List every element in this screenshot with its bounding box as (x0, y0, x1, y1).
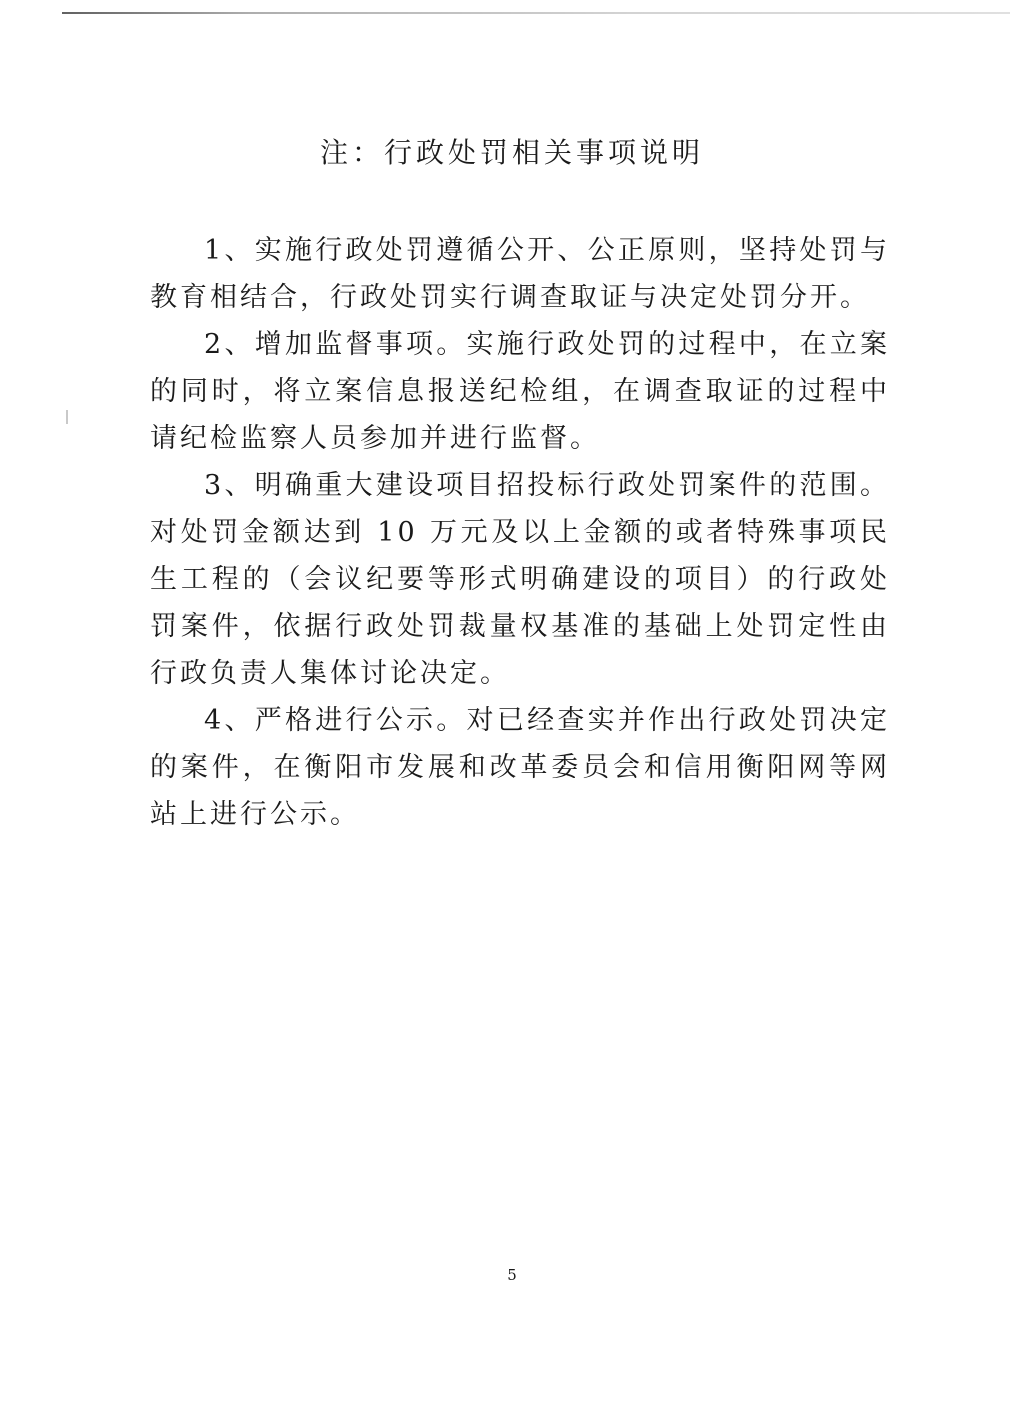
paragraph-4: 4、严格进行公示。对已经查实并作出行政处罚决定的案件，在衡阳市发展和改革委员会和信用衡阳网等网站上进行公示。 (150, 705, 890, 830)
page-number: 5 (507, 1266, 517, 1284)
document-title: 注：行政处罚相关事项说明 (319, 136, 704, 169)
paragraph-2: 2、增加监督事项。实施行政处罚的过程中，在立案的同时，将立案信息报送纪检组，在调查取证的过程中请纪检监察人员参加并进行监督。 (150, 329, 890, 454)
scan-mark (66, 410, 68, 424)
paragraph-3: 3、明确重大建设项目招投标行政处罚案件的范围。对处罚金额达到 10 万元及以上金额的或者特殊事项民生工程的（会议纪要等形式明确建设的项目）的行政处罚案件，依据行政处罚裁量权基准的基础上处罚定性由行政负责人集体讨论决定。 (150, 470, 890, 689)
document-body (150, 227, 890, 838)
paragraph-1: 1、实施行政处罚遵循公开、公正原则，坚持处罚与教育相结合，行政处罚实行调查取证与决定处罚分开。 (150, 235, 890, 313)
scan-edge-line (62, 12, 1010, 14)
